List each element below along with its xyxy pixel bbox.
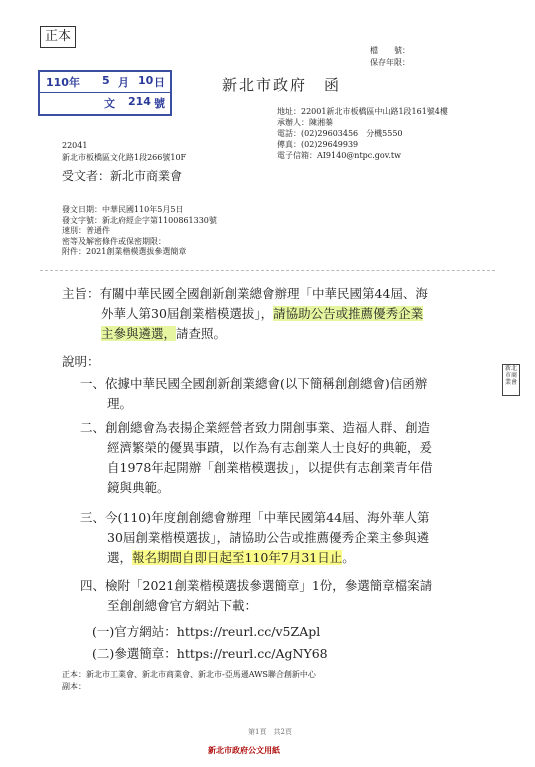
item-3: 三、今(110)年度創創總會辦理「中華民國第44屆、海外華人第 30屆創業楷模選拔」，請協助公告或推薦優秀企業主參與遴 選，報名期間自即日起至110年7月31日止。 [80,510,430,565]
form-footer: 新北市政府公文用紙 [208,746,280,755]
page-info: 第1頁 共2頁 [248,728,292,736]
subject-label: 主旨： [62,286,100,301]
link-official-site: (一)官方網站：https://reurl.cc/v5ZApl [92,624,321,639]
attachment: 附件：2021創業楷模選拔參選簡章 [62,247,187,256]
registration-period-highlight: 報名期間自即日起至110年7月31日止 [132,550,343,565]
speed-class: 速別：普通件 [62,226,110,235]
contact-block [277,106,448,161]
side-stamp: 新北市商業會 [502,364,520,396]
brochure-url[interactable]: https://reurl.cc/AgNY68 [176,646,328,661]
subject-highlight-1: 請協助公告或推薦優秀企業 [273,306,424,321]
item-1: 一、依據中華民國全國創新創業總會(以下簡稱創創總會)信函辦 理。 [80,376,428,411]
item-2-num: 二、 [80,420,106,435]
contact-phone: 電話：(02)29603456 分機5550 [277,129,403,138]
doc-meta [62,205,217,258]
item-4: 四、檢附「2021創業楷模選拔參選簡章」1份，參選簡章檔案請 至創創總會官方網站下載： [80,578,433,613]
item-2: 二、創創總會為表揚企業經營者致力開創事業、造福人群、創造 經濟繁榮的優異事蹟，以作為有志創業人士良好的典範，爰 自1978年起開辦「創業楷模選拔」，以提供有志創業青年借 鏡與典範。 [80,420,433,495]
contact-fax: 傳真：(02)29649939 [277,140,359,149]
link-brochure: (二)參選簡章：https://reurl.cc/AgNY68 [92,646,328,661]
file-number-label: 檔 號： [370,46,410,55]
secrecy-class: 密等及解密條件或保密期限： [62,236,166,246]
contact-email: 電子信箱：AI9140@ntpc.gov.tw [277,151,401,160]
copy-list: 副本： [62,682,86,691]
subject-line-1: 有關中華民國全國創新創業總會辦理「中華民國第44屆、海 [99,286,428,301]
explanation-label: 說明： [62,354,100,369]
doc-number: 發文字號：新北府經企字第1100861330號 [62,215,217,225]
contact-address: 地址：22001新北市板橋區中山路1段161號4樓 [277,107,448,116]
receipt-stamp: 110年 5 月 10 日 文 214 號 [38,70,172,116]
recipient-postal: 22041 [62,141,88,150]
retention-label: 保存年限： [370,58,410,67]
org-title: 新北市政府 函 [222,76,342,94]
recipient-address: 新北市板橋區文化路1段266號10F [62,153,187,162]
subject-highlight-2: 主參與遴選， [101,326,177,341]
fold-line [40,270,495,271]
item-4-num: 四、 [80,578,106,593]
subject-line-3b: 請查照。 [176,326,227,341]
cc-list: 正本：新北市工業會、新北市商業會、新北市-亞馬遜AWS聯合創新中心 [62,670,316,679]
official-site-url[interactable]: https://reurl.cc/v5ZApl [176,624,321,639]
original-stamp: 正本 [40,26,76,48]
subject-line-2a: 外華人第30屆創業楷模選拔」， [101,306,274,321]
addressee: 受文者：新北市商業會 [62,169,183,183]
contact-person: 承辦人：陳湘蓁 [277,118,333,127]
subject-block [62,284,428,344]
item-3-num: 三、 [80,510,106,525]
issue-date: 發文日期：中華民國110年5月5日 [62,205,184,214]
item-1-num: 一、 [80,376,106,391]
